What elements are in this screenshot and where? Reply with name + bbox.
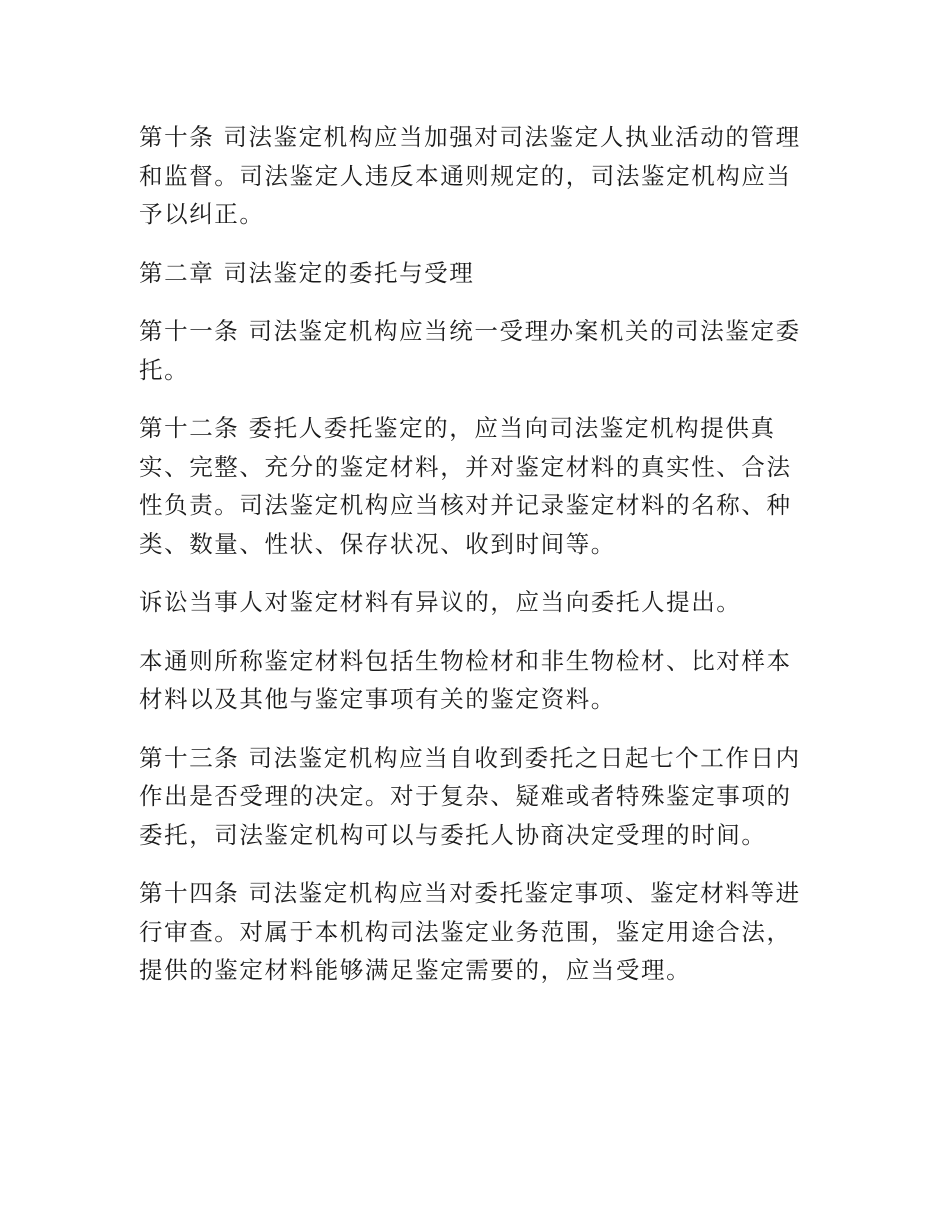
document-body bbox=[139, 118, 811, 1010]
article-10-paragraph: 第十条 司法鉴定机构应当加强对司法鉴定人执业活动的管理和监督。司法鉴定人违反本通则规定的，司法鉴定机构应当予以纠正。 bbox=[139, 123, 801, 228]
objection-paragraph: 诉讼当事人对鉴定材料有异议的，应当向委托人提出。 bbox=[139, 588, 742, 616]
article-11-paragraph: 第十一条 司法鉴定机构应当统一受理办案机关的司法鉴定委托。 bbox=[139, 317, 801, 384]
chapter-2-heading: 第二章 司法鉴定的委托与受理 bbox=[139, 258, 475, 287]
article-12-paragraph: 第十二条 委托人委托鉴定的，应当向司法鉴定机构提供真实、完整、充分的鉴定材料，并对鉴定材料的真实性、合法性负责。司法鉴定机构应当核对并记录鉴定材料的名称、种类、数量、性状、保存状况、收到时间等。 bbox=[139, 414, 792, 558]
materials-definition-paragraph: 本通则所称鉴定材料包括生物检材和非生物检材、比对样本材料以及其他与鉴定事项有关的鉴定资料。 bbox=[139, 646, 792, 713]
article-13-paragraph: 第十三条 司法鉴定机构应当自收到委托之日起七个工作日内作出是否受理的决定。对于复杂、疑难或者特殊鉴定事项的委托，司法鉴定机构可以与委托人协商决定受理的时间。 bbox=[139, 743, 801, 849]
article-14-paragraph: 第十四条 司法鉴定机构应当对委托鉴定事项、鉴定材料等进行审查。对属于本机构司法鉴定业务范围，鉴定用途合法，提供的鉴定材料能够满足鉴定需要的，应当受理。 bbox=[139, 879, 801, 984]
